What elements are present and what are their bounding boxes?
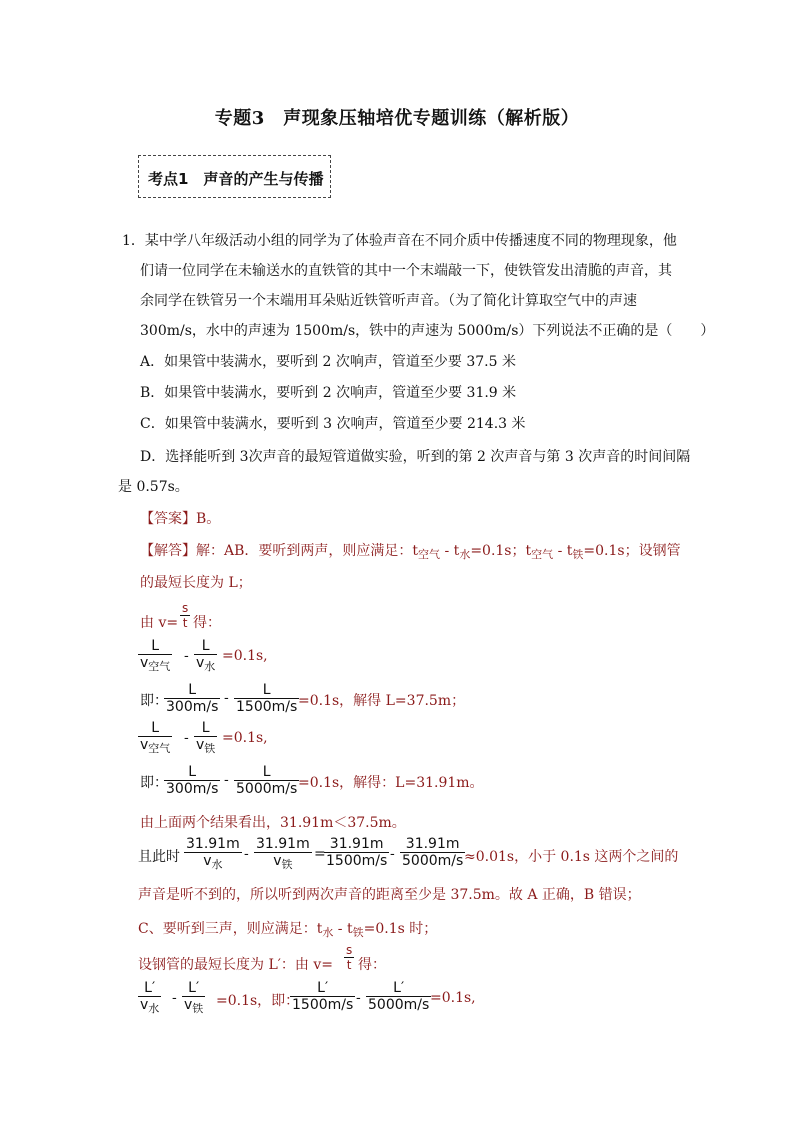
frac-v: v [196,655,205,671]
frac-num: L [262,764,271,780]
part-c-sub-water: 水 [322,926,334,939]
frac-den: t [180,615,190,630]
option-a: A．如果管中装满水，要听到 2 次响声，管道至少要 37.5 米 [140,354,516,370]
frac-num: L [262,682,271,698]
fraction-lp-viron [182,980,205,1016]
frac-v: v [140,655,149,671]
analysis-line1 [140,540,681,562]
fraction-l-5000 [234,764,299,797]
frac-v: v [203,853,212,869]
frac-num: L [188,682,197,698]
compare-line: 由上面两个结果看出，31.91m＜37.5m。 [140,815,406,831]
frac-sub: 空气 [148,660,171,673]
frac-num: L′ [317,980,329,996]
fraction-lp-5000 [366,980,431,1013]
answer-label: 【答案】 [140,511,196,527]
minus-sign: - [224,690,229,706]
formula-get: 得： [193,615,221,631]
answer-value: B。 [196,511,221,527]
fraction-3191-1500 [324,836,389,869]
ie-label: 即： [140,693,168,709]
minus-sign: - [356,990,361,1006]
frac-num: s [346,943,353,957]
cond-sub-iron: 铁 [572,548,584,561]
option-d-line1: D．选择能听到 3次声音的最短管道做实验，听到的第 2 次声音与第 3 次声音的时间间隔 [140,449,691,465]
frac-den: 300m/s [166,781,219,797]
approx-tail: ≈0.01s，小于 0.1s 这两个之间的 [464,849,679,865]
page-title: 专题3 声现象压轴培优专题训练（解析版） [214,108,580,129]
question-stem-line3: 余同学在铁管另一个末端用耳朵贴近铁管听声音。（为了简化计算取空气中的声速 [140,293,637,309]
option-c: C．如果管中装满水，要听到 3 次响声，管道至少要 214.3 米 [140,416,526,432]
part-c-tail: =0.1s 时； [363,921,438,937]
fraction-l-viron [194,720,217,756]
part-c-sub-iron: 铁 [352,926,364,939]
frac-v: v [140,737,149,753]
eq1-tail: =0.1s, [222,648,268,664]
last-tail: =0.1s, [430,990,476,1006]
frac-v: v [140,997,149,1013]
frac-num: 31.91m [405,836,460,852]
frac-num: L′ [393,980,405,996]
frac-den: 1500m/s [236,699,298,715]
cond-tail: =0.1s；设钢管 [583,543,681,559]
cond-sub-water: 水 [459,548,471,561]
fraction-l-300-2 [164,764,220,797]
frac-sub: 水 [148,1002,160,1015]
minus-sign: - [390,846,395,862]
formula-intro: 由 v= [140,615,179,631]
fraction-l-1500 [234,682,299,715]
conclusion-line: 声音是听不到的，所以听到两次声音的距离至少是 37.5m。故 A 正确，B 错误； [138,887,641,903]
frac-sub: 铁 [204,742,216,755]
part-c-line [138,918,437,940]
last-mid: =0.1s，即： [216,993,300,1009]
cond-minus-t2: - t [553,543,573,559]
section-label: 考点1 声音的产生与传播 [148,170,324,188]
minus-sign: - [184,730,189,746]
fraction-s-over-t-2 [344,943,354,972]
set-l-prime: 设钢管的最短长度为 L′：由 v= [138,957,334,973]
frac-sub: 水 [204,660,216,673]
frac-v: v [184,997,193,1013]
minus-sign: - [172,990,177,1006]
question-stem-line2: 们请一位同学在未输送水的直铁管的其中一个末端敲一下，使铁管发出清脆的声音，其 [140,263,672,279]
frac-num: L′ [144,980,156,996]
eq2-tail: =0.1s，解得 L=37.5m； [298,693,466,709]
cond-minus-t: - t [440,543,460,559]
fraction-lp-vwater [138,980,161,1016]
fraction-l-vair-2 [138,720,172,756]
eq4-tail: =0.1s，解得：L=31.91m。 [298,775,484,791]
cond-t: t [412,543,419,559]
option-d-line2: 是 0.57s。 [118,479,189,495]
frac-den: 5000m/s [402,853,464,869]
part-c-text: C、要听到三声，则应满足：t [138,921,323,937]
frac-num: L [151,638,160,654]
frac-den: 5000m/s [236,781,298,797]
frac-den: 1500m/s [326,853,388,869]
frac-num: L [188,764,197,780]
eq3-tail: =0.1s, [222,730,268,746]
frac-sub: 铁 [281,858,293,871]
question-stem-line4: 300m/s，水中的声速为 1500m/s，铁中的声速为 5000m/s）下列说法不正确的是（ ） [140,323,715,339]
minus-sign: - [244,846,249,862]
fraction-l-300 [164,682,220,715]
frac-sub: 铁 [192,1002,204,1015]
cond-sub-air2: 空气 [531,548,554,561]
frac-sub: 水 [211,858,223,871]
formula-get-2: 得： [358,957,386,973]
analysis-line2: 的最短长度为 L； [140,575,252,591]
frac-num: L [201,638,210,654]
frac-v: v [273,853,282,869]
frac-den: 1500m/s [292,997,354,1013]
fraction-3191-5000 [400,836,465,869]
frac-num: 31.91m [256,836,310,852]
frac-num: 31.91m [329,836,384,852]
fraction-l-vair [138,638,172,674]
fraction-lp-1500 [290,980,355,1013]
frac-num: L [151,720,160,736]
frac-v: v [196,737,205,753]
minus-sign: - [224,772,229,788]
fraction-3191-vwater [184,836,242,872]
part-c-minus: - t [333,921,353,937]
question-stem-line1: 1．某中学八年级活动小组的同学为了体验声音在不同介质中传播速度不同的物理现象，他 [122,233,677,249]
option-b: B．如果管中装满水，要听到 2 次响声，管道至少要 31.9 米 [140,385,517,401]
minus-sign: - [184,648,189,664]
cond-sub-air: 空气 [418,548,441,561]
so-then-label: 且此时 [138,849,180,865]
frac-den: 300m/s [166,699,219,715]
equal-sign: = [314,846,326,862]
frac-num: 31.91m [186,836,240,852]
analysis-label: 【解答】 [140,543,196,559]
fraction-l-vwater [194,638,217,674]
cond-eq: =0.1s；t [470,543,532,559]
frac-num: s [182,601,189,615]
answer-line [140,508,220,528]
frac-den: t [344,957,354,972]
fraction-3191-viron [254,836,312,872]
frac-sub: 空气 [148,742,171,755]
frac-num: L [201,720,210,736]
frac-den: 5000m/s [368,997,430,1013]
analysis-text1: 解：AB．要听到两声，则应满足： [196,543,413,559]
frac-num: L′ [188,980,200,996]
ie-label-2: 即： [140,775,168,791]
fraction-s-over-t [180,601,190,630]
